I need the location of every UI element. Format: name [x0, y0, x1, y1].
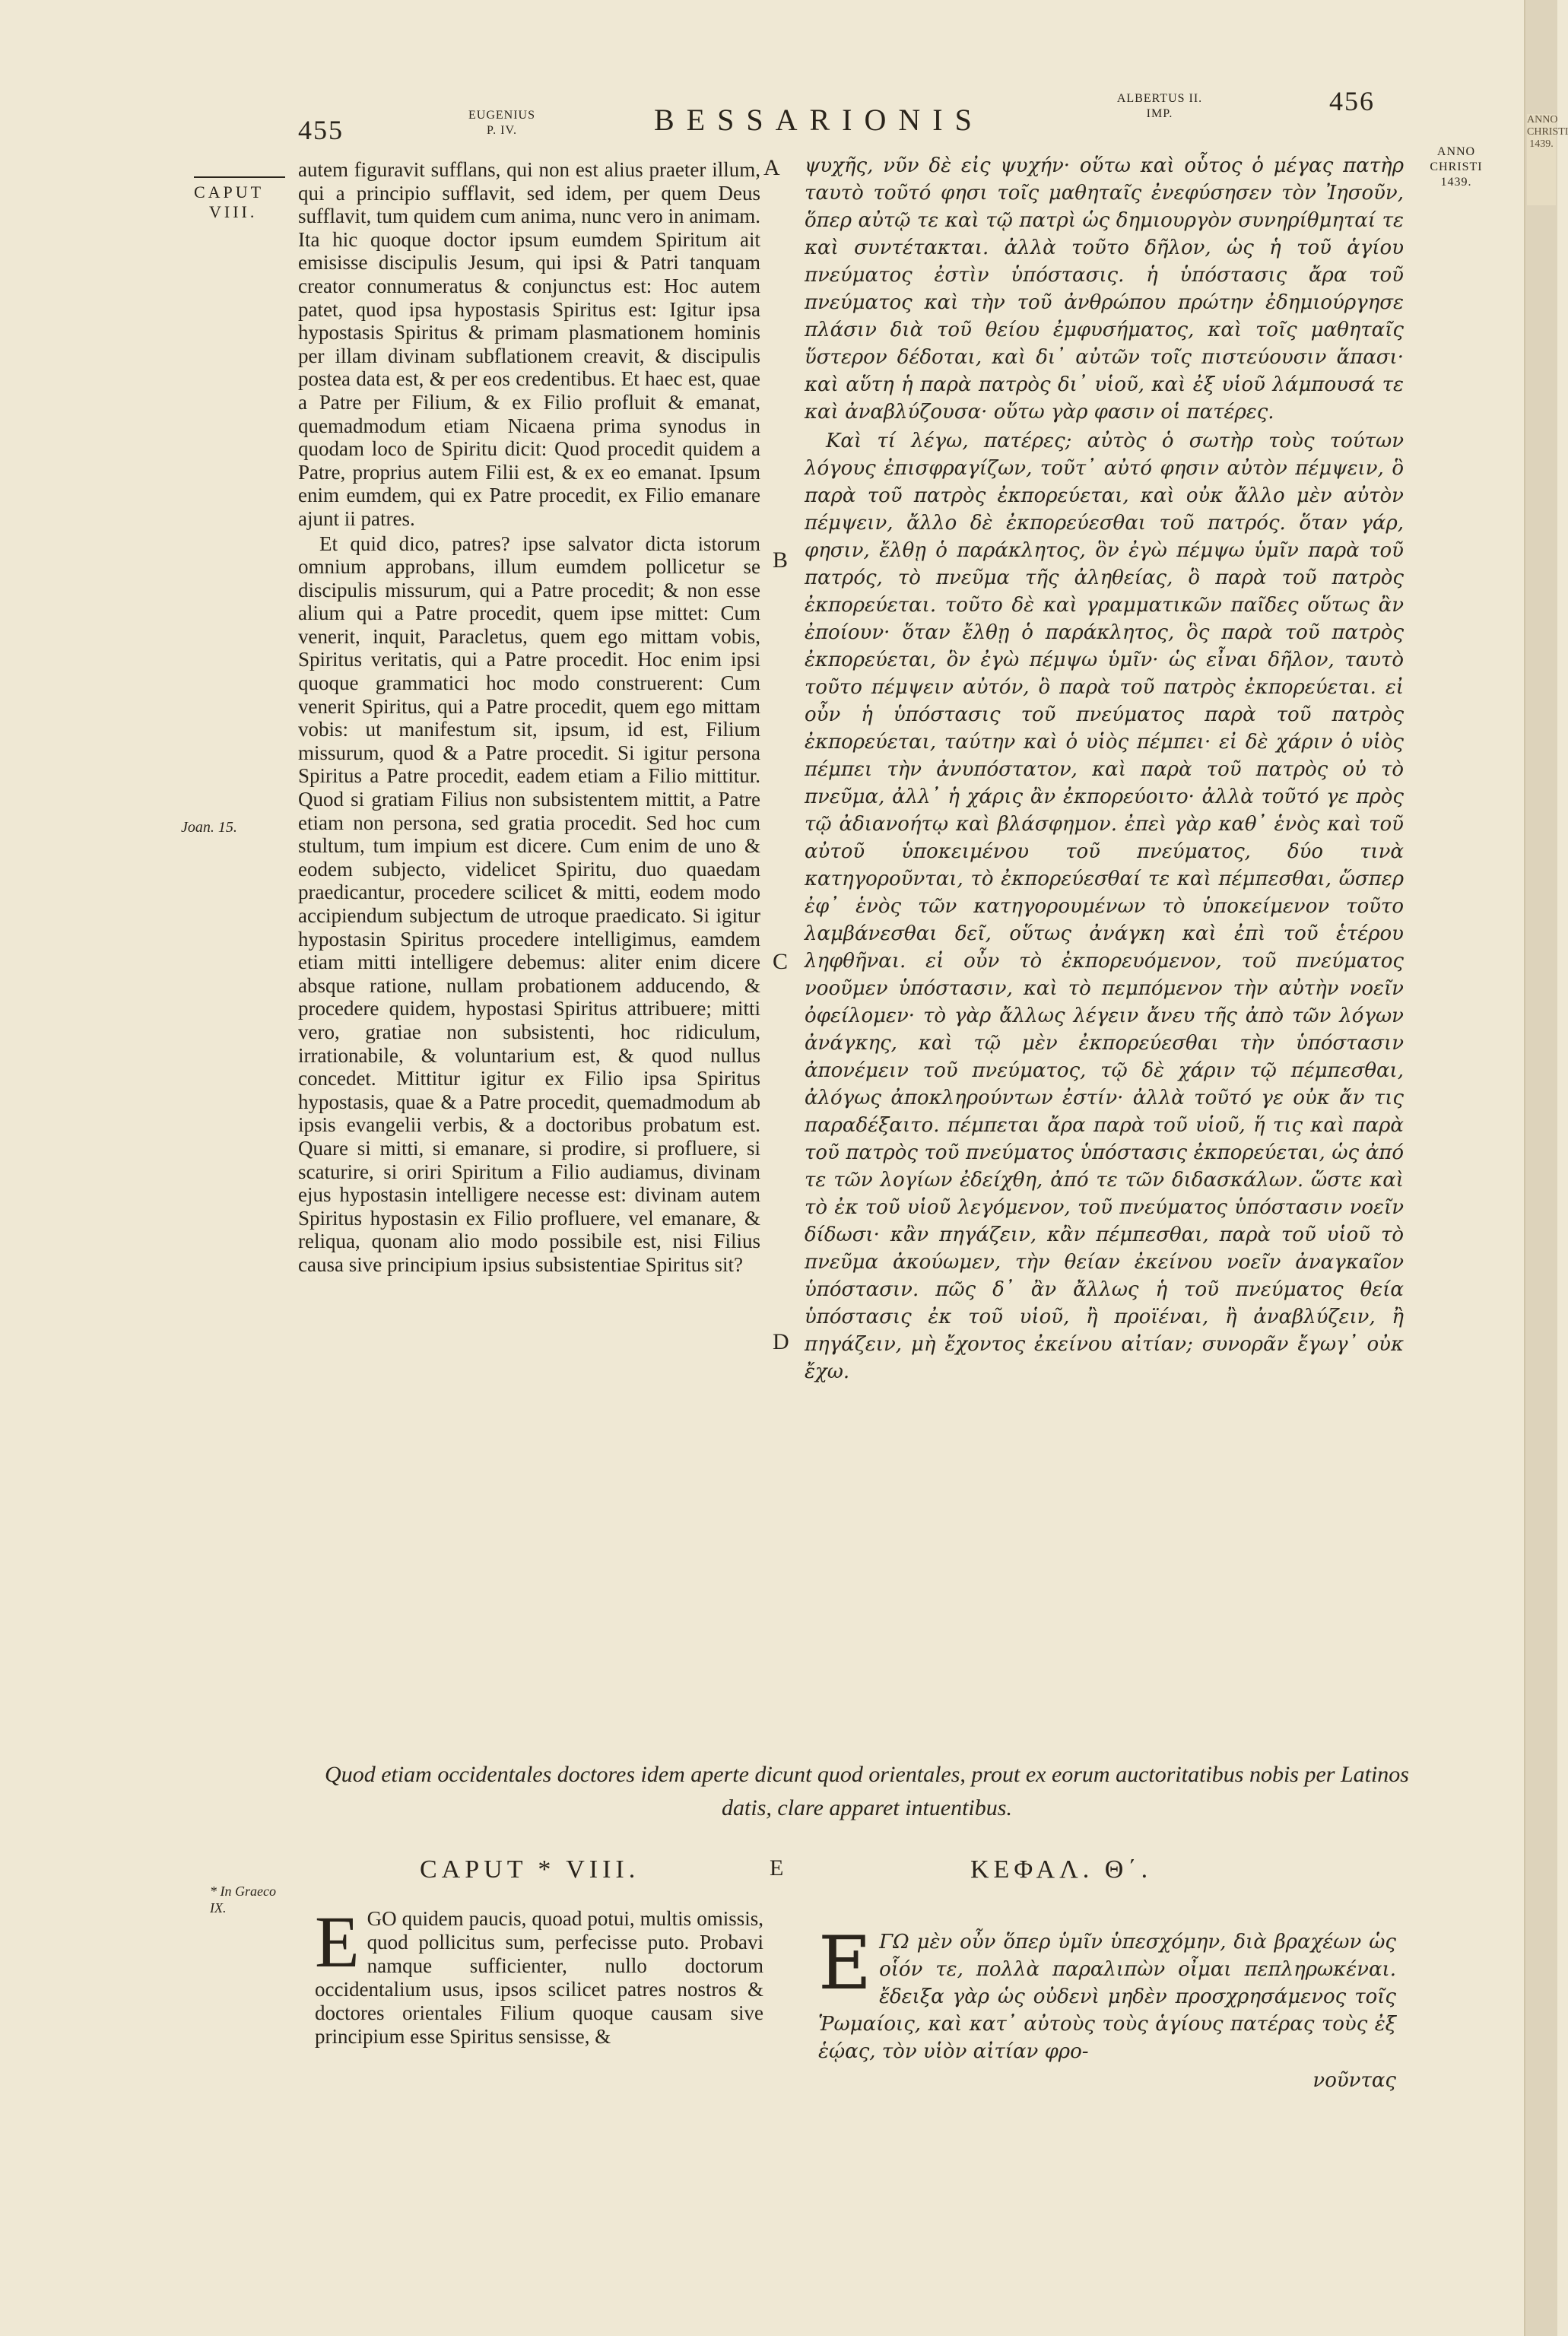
left-running-line1: EUGENIUS — [468, 109, 535, 122]
latin-chapter-heading: CAPUT * VIII. — [420, 1855, 640, 1884]
edge-tab-line1: ANNO — [1527, 114, 1558, 125]
right-running-line1: ALBERTUS II. — [1116, 92, 1203, 105]
right-running-head — [1095, 91, 1224, 122]
edge-tab-line3: 1439. — [1529, 138, 1554, 150]
header-rule — [194, 176, 285, 178]
greek-chapter-body: ΓΩ μὲν οὖν ὅπερ ὑμῖν ὑπεσχόμην, διὰ βραχέων ὡς οἷόν τε, πολλὰ παραλιπὼν οἶμαι πεπληρωκέναι. ἔδειξα γὰρ ὡς οὐδενὶ μηδὲν προσχρησάμενος τοῖς Ῥωμαίοις, καὶ κατ᾽ αὐτοὺς τοὺς ἁγίους πατέρας τοὺς ἐξ ἑῴας, τὸν υἱὸν αἰτίαν φρο- — [818, 1931, 1396, 2063]
right-margin-year-value: 1439. — [1440, 176, 1472, 189]
section-letter-c: C — [773, 949, 789, 974]
section-letter-d: D — [773, 1329, 789, 1354]
greek-dropcap: Ε — [818, 1921, 872, 2006]
section-letter-a: A — [763, 155, 780, 180]
left-running-line2: P. IV. — [487, 124, 517, 137]
caput-label: CAPUT — [194, 182, 265, 202]
right-running-line2: IMP. — [1146, 107, 1173, 120]
caput-marker — [194, 182, 264, 222]
left-running-head — [456, 108, 548, 138]
greek-paragraph-1: ψυχῆς, νῦν δὲ εἰς ψυχήν· οὕτω καὶ οὗτος ὁ μέγας πατὴρ ταυτὸ τοῦτό φησι τοῖς μαθηταῖς ἐνεφύσησεν τὸν Ἰησοῦν, ὅπερ αὐτῷ τε καὶ τῷ πατρὶ ὡς δημιουργὸν συνηρίθμηταί τε καὶ συντέτακται. ἀλλὰ τοῦτο δῆλον, ὡς ἡ τοῦ ἁγίου πνεύματος ἐστὶν ὑπόστασις. ἡ ὑπόστασις ἄρα τοῦ πνεύματος καὶ τὴν τοῦ ἀνθρώπου πρώτην ἐδημιούργησε πλάσιν διὰ τοῦ θείου ἐμφυσήματος, καὶ τοῖς μαθηταῖς ὕστερον δέδοται, καὶ δι᾽ αὐτῶν τοῖς πιστεύουσιν ἅπασι· καὶ αὕτη ἡ παρὰ πατρὸς δι᾽ υἱοῦ, καὶ ἐξ υἱοῦ λάμπουσά τε καὶ ἀναβλύζουσα· οὕτω γὰρ φασιν οἱ πατέρες. — [805, 154, 1404, 424]
greek-chapter-heading: ΚΕΦΑΛ. Θ΄. — [970, 1855, 1153, 1884]
scripture-reference: Joan. 15. — [181, 819, 237, 836]
latin-chapter-text — [315, 1901, 763, 2049]
right-margin-line1: ANNO — [1436, 145, 1476, 158]
edge-tab — [1527, 114, 1568, 205]
greek-note-line2: IX. — [210, 1900, 227, 1915]
right-margin-year — [1414, 144, 1498, 190]
greek-column — [805, 152, 1404, 1387]
greek-chapter-note — [210, 1883, 276, 1916]
greek-paragraph-2: Καὶ τί λέγω, πατέρες; αὐτὸς ὁ σωτὴρ τοὺς τούτων λόγους ἐπισφραγίζων, τοῦτ᾽ αὐτό φησιν αὐτὸν πέμψειν, ὃ παρὰ τοῦ πατρὸς ἐκπορεύεται, καὶ οὐκ ἄλλο μὲν αὐτὸν πέμψειν, ἄλλο δὲ ἐκπορεύεσθαι τοῦ πατρός. ὅταν γάρ, φησιν, ἔλθῃ ὁ παράκλητος, ὃν ἐγὼ πέμψω ὑμῖν παρὰ τοῦ πατρός, τὸ πνεῦμα τῆς ἀληθείας, ὃ παρὰ τοῦ πατρὸς ἐκπορεύεται. τοῦτο δὲ καὶ γραμματικῶν παῖδες οὕτως ἂν ἐποίουν· ὅταν ἔλθῃ ὁ παράκλητος, ὃς παρὰ τοῦ πατρὸς ἐκπορεύεται, ὃν ἐγὼ πέμψω ὑμῖν· ὡς εἶναι δῆλον, ταυτὸ τοῦτο πέμψειν αὐτόν, ὃ παρὰ τοῦ πατρὸς ἐκπορεύεται. εἰ οὖν ἡ ὑπόστασις τοῦ πνεύματος παρὰ τοῦ πατρὸς ἐκπορεύεται, ταύτην καὶ ὁ υἱὸς πέμπει· εἰ δὲ χάριν ὁ υἱὸς πέμπει τὴν ἀνυπόστατον, καὶ παρὰ τοῦ πατρὸς οὐ τὸ πνεῦμα, ἀλλ᾽ ἡ χάρις ἂν ἐκπορεύοιτο· ἀλλὰ τοῦτό γε πρὸς τῷ ἀδιανοήτῳ καὶ βλάσφημον. ἐπεὶ γὰρ καθ᾽ ἑνὸς καὶ τοῦ αὐτοῦ ὑποκειμένου τοῦ πνεύματος, δύο τινὰ κατηγοροῦνται, τὸ ἐκπορεύεσθαί τε καὶ πέμπεσθαι, ὥσπερ ἐφ᾽ ἑνὸς τῶν κατηγορουμένων τὸ ὑποκείμενον τοῦτο λαμβάνεσθαι δεῖ, οὕτως ἀνάγκη καὶ ἐπὶ τοῦ ἑτέρου ληφθῆναι. εἰ οὖν τὸ ἐκπορευόμενον, τοῦ πνεύματος νοοῦμεν ὑπόστασιν, καὶ τὸ πεμπόμενον τὴν αὐτὴν νοεῖν ὀφείλομεν· τὸ γὰρ ἄλλως λέγειν ἄνευ τῆς ἀπὸ τῶν λόγων ἀνάγκης, καὶ τῷ μὲν ἐκπορεύεσθαι τὴν ὑπόστασιν ἀπονέμειν τοῦ πνεύματος, τῷ δὲ χάριν τῷ πέμπεσθαι, ἀλόγως ἀποκληρούντων ἐστίν· ἀλλὰ τοῦτό γε οὐκ ἄν τις παραδέξαιτο. πέμπεται ἄρα παρὰ τοῦ υἱοῦ, ἥ τις καὶ παρὰ τοῦ πατρὸς τοῦ πνεύματος ὑπόστασις ἐκπορεύεται, ὡς ἀπό τε τῶν λογίων ἐδείχθη, ἀπό τε τῶν διδασκάλων. ὥστε καὶ τὸ ἐκ τοῦ υἱοῦ λεγόμενον, τοῦ πνεύματος ὑπόστασιν νοεῖν δίδωσι· κἂν πηγάζειν, κἂν πέμπεσθαι, παρὰ τοῦ υἱοῦ τὸ πνεῦμα ἀκούωμεν, τὴν θείαν ἐκείνου νοεῖν ἀναγκαῖον ὑπόστασιν. πῶς δ᾽ ἂν ἄλλως ἡ τοῦ πνεύματος θεία ὑπόστασις ἐκ τοῦ υἱοῦ, ἢ προϊέναι, ἢ ἀναβλύζειν, ἢ πηγάζειν, μὴ ἔχοντος ἐκείνου αἰτίαν; συνορᾶν ἔγωγ᾽ οὐκ ἔχω. — [805, 430, 1404, 1383]
latin-paragraph-2: Et quid dico, patres? ipse salvator dicta istorum omnium approbans, illum eumdem pollicetur se discipulis missurum, qui a Patre procedit; & non esse alium qui a Patre procedit, quem ipse mittet: Cum venerit, inquit, Paracletus, quem ego mittam vobis, Spiritus veritatis, qui a Patre procedit. Hoc enim ipsi quoque grammatici hoc modo construerent: Cum venerit Spiritus, qui a Patre procedit, quem ego mittam vobis: ut manifestum sit, ipsum, id est, Filium missurum, quod & a Patre procedit. Si igitur persona Spiritus a Patre procedit, eadem etiam a Filio mittitur. Quod si gratiam Filius non subsistentem mittit, a Patre etiam non persona, sed gratia procedit. Sed hoc cum stultum, tum impium est dicere. Cum enim de uno & eodem subjecto, videlicet Spiritu, duo quaedam praedicantur, procedere scilicet & mitti, eodem modo accipiendum subjectum de utroque praedicato. Si igitur hypostasin Spiritus procedere intelligimus, eamdem etiam mitti intelligere debemus: aliter enim dicere absque ratione, nullam probationem adducendo, & procedere quidem, hypostasi Spiritus attribuere; mitti vero, gratiae non subsistenti, hoc ridiculum, irrationabile, & voluntarium est, & quod nullus concedet. Mittitur igitur ex Filio ipsa Spiritus hypostasis, quae & a Patre procedit, quemadmodum ab ipsis evangelii verbis, & a doctoribus probatum est. Quare si mitti, si emanare, si prodire, si profluere, si scaturire, si oriri Spiritum a Filio audiamus, divinam ejus hypostasin intelligere necesse est: divinam autem Spiritus hypostasin ex Filio profluere, vel emanare, & reliqua, quonam alio modo possibile est, nisi Filius causa sive principium ipsius subsistentiae Spiritus sit? — [298, 532, 760, 1276]
latin-chapter-body: GO quidem paucis, quoad potui, multis omissis, quod pollicitus sum, perfecisse puto. Probavi namque sufficienter, nullo doctorum occidentalium usus, ipsos scilicet patres nostros & doctores orientales Filium quoque causam sive principium esse Spiritus sensisse, & — [315, 1907, 763, 2048]
latin-column — [298, 158, 760, 1278]
greek-chapter-text — [818, 1921, 1396, 2094]
page-title: BESSARIONIS — [654, 103, 984, 137]
catchword: νοῦντας — [1312, 2069, 1396, 2092]
chapter-summary: Quod etiam occidentales doctores idem aperte dicunt quod orientales, prout ex eorum auctoritatibus nobis per Latinos datis, clare apparet intuentibus. — [325, 1762, 1409, 1820]
left-folio: 455 — [298, 115, 344, 145]
section-letter-b: B — [773, 548, 789, 573]
greek-note-line1: * In Graeco — [210, 1884, 276, 1899]
latin-paragraph-1: autem figuravit sufflans, qui non est alius praeter illum, qui a principio sufflavit, sed idem, per quem Deus sufflavit, tum quidem cum anima, nunc vero in animam. Ita hic quoque doctor ipsum eumdem Spiritum ait emisisse discipulis Jesum, qui ipsi & Patri tanquam creator connumeratus & conjunctus est: Hoc autem patet, quod ipsa hypostasis Spiritus est: Igitur ipsa hypostasis Spiritus & primam plasmationem hominis per illam divinam subflationem creavit, & discipulis postea data est, & per eos credentibus. Et haec est, quae a Patre per Filium, & ex Filio profluit & emanat, quemadmodum etiam Nicaena prima synodus in quodam loco de Spiritu dicit: Quod procedit quidem a Patre, proprius autem Filii est, & ex eo emanat. Ipsum enim eumdem, qui ex Patre procedit, ex Filio emanare ajunt ii patres. — [298, 158, 760, 530]
caput-number: VIII. — [209, 202, 258, 221]
edge-tab-line2: CHRISTI — [1527, 126, 1568, 138]
latin-dropcap: E — [315, 1901, 360, 1982]
section-letter-e: E — [770, 1855, 784, 1881]
right-margin-line2: CHRISTI — [1430, 160, 1483, 173]
right-folio: 456 — [1329, 86, 1375, 116]
page-edge — [1524, 0, 1568, 2336]
